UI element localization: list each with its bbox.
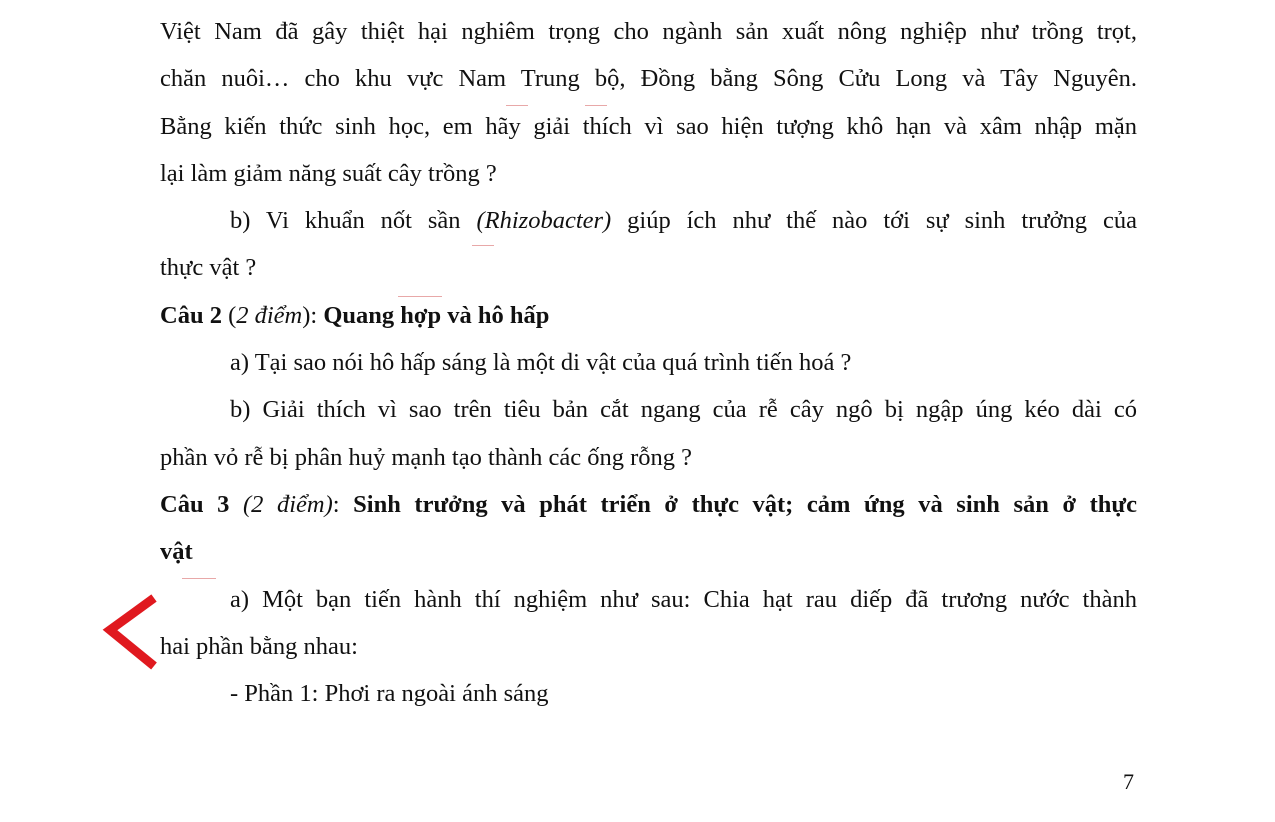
question-1b-text-end: giúp ích như thế nào tới sự sinh trưởng của xyxy=(611,207,1137,235)
paragraph-line: chăn nuôi… cho khu vực Nam Trung bộ, Đồng bằng Sông Cửu Long và Tây Nguyên. xyxy=(160,65,1137,93)
cau2-points: 2 điểm xyxy=(236,301,303,329)
cau3-question-a: a) Một bạn tiến hành thí nghiệm như sau: Chia hạt rau diếp đã trương nước thành xyxy=(230,585,1137,613)
cau3-label: Câu 3 xyxy=(160,490,230,518)
cau2-label: Câu 2 xyxy=(160,301,222,329)
cau2-title: Quang hợp và hô hấp xyxy=(323,301,550,329)
cau2-question-b: b) Giải thích vì sao trên tiêu bản cắt ngang của rễ cây ngô bị ngập úng kéo dài có xyxy=(230,396,1137,424)
cau3-points: (2 điểm) xyxy=(229,490,333,518)
paragraph-line: hai phần bằng nhau: xyxy=(160,632,358,660)
question-1b xyxy=(160,197,1137,244)
annotation-tick xyxy=(585,105,607,106)
list-item: - Phần 1: Phơi ra ngoài ánh sáng xyxy=(230,680,549,708)
annotation-tick xyxy=(472,245,494,246)
cau3-title: Sinh trưởng và phát triển ở thực vật; cảm ứng và sinh sản ở thực xyxy=(353,490,1137,518)
red-chevron-left-icon xyxy=(96,590,166,680)
cau2-question-a: a) Tại sao nói hô hấp sáng là một di vật của quá trình tiến hoá ? xyxy=(230,349,852,377)
page-number: 7 xyxy=(1123,769,1134,794)
annotation-tick xyxy=(506,105,528,106)
cau3-heading-cont xyxy=(160,528,1137,575)
cau2-paren-open: ( xyxy=(221,301,237,329)
paragraph-line: phần vỏ rễ bị phân huỷ mạnh tạo thành các ống rỗng ? xyxy=(160,443,693,471)
cau2-paren-close: ): xyxy=(302,301,324,329)
question-1b-text: b) Vi khuẩn nốt sần xyxy=(230,207,477,235)
annotation-tick xyxy=(182,578,216,579)
annotation-tick xyxy=(398,296,442,297)
cau2-heading xyxy=(160,292,1137,339)
question-1b-italic: (Rhizobacter) xyxy=(476,207,612,235)
cau3-colon: : xyxy=(332,490,354,518)
document-body xyxy=(160,8,1137,717)
paragraph-line: lại làm giảm năng suất cây trồng ? xyxy=(160,159,497,187)
paragraph-line: thực vật ? xyxy=(160,254,257,282)
paragraph-line: Việt Nam đã gây thiệt hại nghiêm trọng cho ngành sản xuất nông nghiệp như trồng trọt, xyxy=(160,18,1137,45)
paragraph-line: Bằng kiến thức sinh học, em hãy giải thích vì sao hiện tượng khô hạn và xâm nhập mặn xyxy=(160,112,1137,140)
cau3-title-cont: vật xyxy=(160,538,193,566)
cau3-heading xyxy=(160,481,1137,528)
